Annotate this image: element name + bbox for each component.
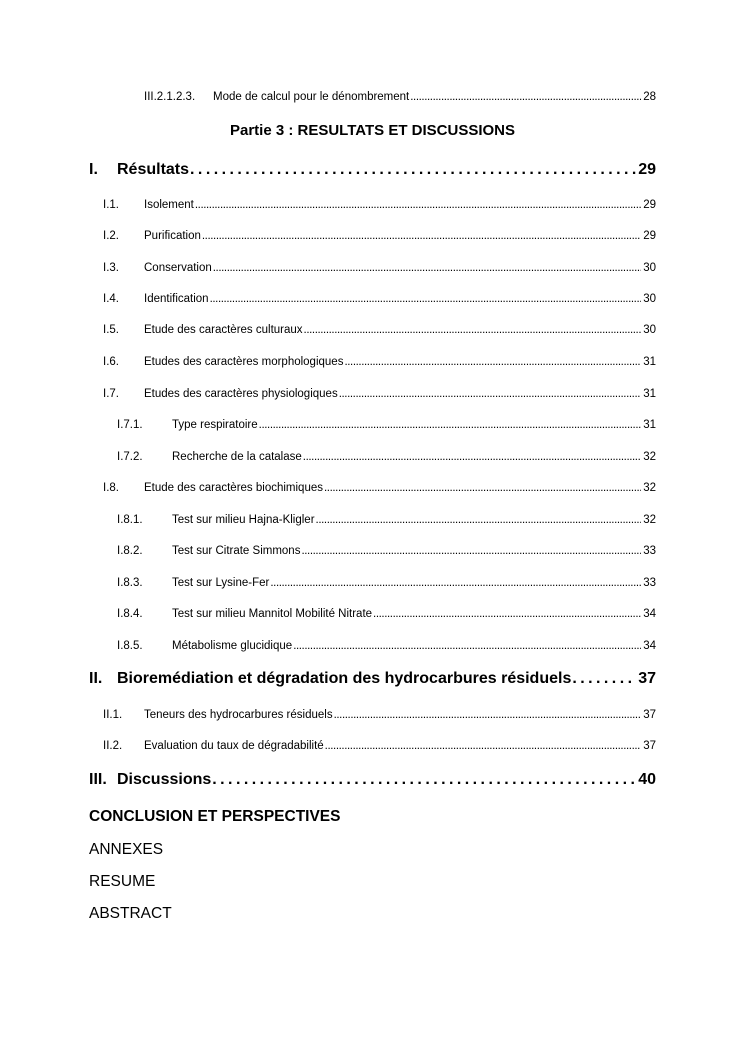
toc-entry-page: 31 — [643, 419, 656, 431]
toc-entry — [103, 738, 656, 754]
toc-entry-title: Isolement — [144, 199, 194, 211]
toc-entry-page: 33 — [643, 545, 656, 557]
toc-entry-title: Etudes des caractères physiologiques — [144, 388, 338, 400]
toc-entry-number: I. — [89, 161, 98, 178]
toc-entry-page: 28 — [643, 91, 656, 103]
toc-entry — [103, 354, 656, 370]
toc-entry-major — [89, 669, 656, 689]
dot-leader — [210, 291, 642, 307]
toc-entry-title: Identification — [144, 293, 209, 305]
conclusion-heading: CONCLUSION ET PERSPECTIVES — [89, 808, 341, 825]
abstract-heading: ABSTRACT — [89, 905, 172, 922]
toc-entry-title: Conservation — [144, 262, 212, 274]
toc-entry-number: I.6. — [103, 356, 119, 368]
toc-entry-page: 32 — [643, 451, 656, 463]
annexes-heading: ANNEXES — [89, 841, 164, 858]
toc-entry-page: 30 — [643, 293, 656, 305]
toc-entry — [144, 89, 656, 105]
toc-entry — [103, 228, 656, 244]
toc-entry-page: 30 — [643, 324, 656, 336]
toc-entry — [103, 322, 656, 338]
dot-leader — [212, 770, 636, 790]
toc-entry — [117, 512, 656, 528]
dot-leader — [293, 638, 641, 654]
dot-leader — [270, 575, 641, 591]
toc-entry-page: 40 — [638, 771, 656, 788]
dot-leader — [303, 449, 641, 465]
toc-entry — [103, 707, 656, 723]
toc-entry — [103, 480, 656, 496]
dot-leader — [202, 228, 641, 244]
toc-entry-major — [89, 160, 656, 180]
toc-entry-page: 34 — [643, 608, 656, 620]
toc-entry-page: 37 — [638, 670, 656, 687]
dot-leader — [195, 197, 641, 213]
toc-entry-number: II.1. — [103, 709, 123, 721]
toc-entry-title: Etudes des caractères morphologiques — [144, 356, 344, 368]
toc-entry-title: Test sur Citrate Simmons — [172, 545, 301, 557]
toc-entry-page: 29 — [638, 161, 656, 178]
toc-entry-page: 37 — [643, 709, 656, 721]
part-heading: Partie 3 : RESULTATS ET DISCUSSIONS — [229, 122, 516, 139]
toc-entry-number: I.3. — [103, 262, 119, 274]
toc-entry-title: Evaluation du taux de dégradabilité — [144, 740, 324, 752]
toc-entry-page: 29 — [643, 230, 656, 242]
dot-leader — [316, 512, 642, 528]
toc-entry — [117, 417, 656, 433]
dot-leader — [334, 707, 642, 723]
toc-entry-number: III.2.1.2.3. — [144, 91, 196, 103]
toc-entry — [103, 260, 656, 276]
toc-entry-title: Bioremédiation et dégradation des hydrocarbures résiduels — [117, 670, 572, 687]
toc-entry-page: 37 — [643, 740, 656, 752]
toc-entry — [103, 197, 656, 213]
toc-entry-number: I.1. — [103, 199, 119, 211]
toc-entry-page: 33 — [643, 577, 656, 589]
toc-entry-title: Recherche de la catalase — [172, 451, 302, 463]
toc-entry-number: I.8.3. — [117, 577, 143, 589]
toc-entry-number: I.4. — [103, 293, 119, 305]
dot-leader — [572, 669, 636, 689]
toc-entry-number: I.8.5. — [117, 640, 143, 652]
toc-entry-major — [89, 770, 656, 790]
toc-entry-title: Type respiratoire — [172, 419, 258, 431]
toc-entry-title: Métabolisme glucidique — [172, 640, 293, 652]
toc-entry-title: Mode de calcul pour le dénombrement — [213, 91, 410, 103]
toc-entry-title: Teneurs des hydrocarbures résiduels — [144, 709, 333, 721]
toc-entry-number: I.8.2. — [117, 545, 143, 557]
toc-entry — [117, 606, 656, 622]
dot-leader — [344, 354, 641, 370]
toc-entry-number: I.7.1. — [117, 419, 143, 431]
dot-leader — [190, 160, 636, 180]
resume-heading: RESUME — [89, 873, 156, 890]
toc-entry — [117, 543, 656, 559]
toc-entry-page: 30 — [643, 262, 656, 274]
toc-entry — [117, 449, 656, 465]
toc-entry-number: II. — [89, 670, 103, 687]
dot-leader — [304, 322, 642, 338]
toc-entry-number: I.8.1. — [117, 514, 143, 526]
toc-entry-number: I.7.2. — [117, 451, 143, 463]
toc-entry-title: Test sur milieu Hajna-Kligler — [172, 514, 315, 526]
toc-entry — [117, 575, 656, 591]
toc-entry-number: I.8. — [103, 482, 119, 494]
toc-entry-page: 31 — [643, 356, 656, 368]
toc-entry-page: 34 — [643, 640, 656, 652]
toc-entry-page: 32 — [643, 482, 656, 494]
toc-entry-number: I.5. — [103, 324, 119, 336]
toc-entry-number: I.8.4. — [117, 608, 143, 620]
dot-leader — [339, 386, 642, 402]
toc-entry-title: Discussions — [117, 771, 212, 788]
toc-entry-title: Purification — [144, 230, 201, 242]
toc-entry — [117, 638, 656, 654]
toc-entry — [103, 386, 656, 402]
dot-leader — [259, 417, 642, 433]
dot-leader — [213, 260, 641, 276]
dot-leader — [324, 480, 641, 496]
dot-leader — [373, 606, 641, 622]
toc-entry-page: 32 — [643, 514, 656, 526]
toc-entry-page: 31 — [643, 388, 656, 400]
toc-entry-title: Test sur Lysine-Fer — [172, 577, 270, 589]
toc-entry-title: Test sur milieu Mannitol Mobilité Nitrate — [172, 608, 373, 620]
toc-entry-number: I.7. — [103, 388, 119, 400]
dot-leader — [410, 89, 641, 105]
toc-entry-title: Etude des caractères biochimiques — [144, 482, 323, 494]
toc-entry-title: Etude des caractères culturaux — [144, 324, 303, 336]
toc-entry-title: Résultats — [117, 161, 190, 178]
toc-entry-page: 29 — [643, 199, 656, 211]
toc-entry — [103, 291, 656, 307]
toc-entry-number: III. — [89, 771, 107, 788]
toc-entry-number: II.2. — [103, 740, 123, 752]
dot-leader — [301, 543, 641, 559]
toc-entry-number: I.2. — [103, 230, 119, 242]
dot-leader — [325, 738, 642, 754]
